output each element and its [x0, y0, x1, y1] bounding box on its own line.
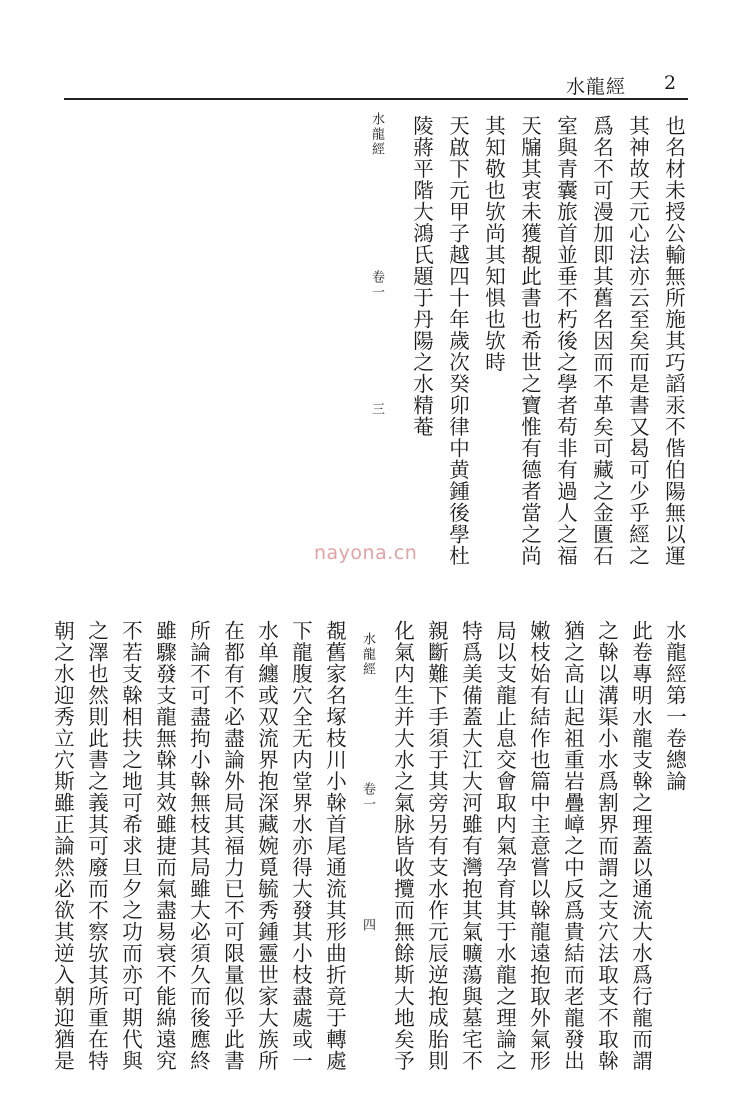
margin-title: 水龍經 [369, 112, 384, 157]
text-column: 化氣内生并大水之氣脉皆收攬而無餘斯大地矣予 [390, 620, 415, 1072]
text-column: 室與青囊旅首並垂不朽後之學者苟非有過人之福 [553, 115, 578, 567]
text-column: 不若支榦相扶之地可希求旦夕之功而亦可期代與 [118, 620, 143, 1072]
text-column: 水单纏或双流界抱深藏婉覓毓秀鍾靈世家大族所 [254, 620, 279, 1072]
chapter-heading: 水龍經第一卷總論 [662, 620, 687, 792]
text-column: 所論不可盡拘小榦無枝其局雖大必須久而後應終 [186, 620, 211, 1072]
text-column: 猶之高山起祖重岩疊嶂之中反爲貴結而老龍發出 [560, 620, 585, 1072]
page-number: 2 [664, 72, 677, 94]
text-column: 嫩枝始有結作也篇中主意嘗以榦龍遠抱取外氣形 [526, 620, 551, 1072]
text-column: 之榦以溝渠小水爲割界而謂之支穴法取支不取榦 [594, 620, 619, 1072]
margin-page: 四 [360, 918, 375, 933]
text-column: 天牖其衷未獲覩此書也希世之寶惟有德者當之尚 [517, 115, 542, 567]
text-column: 在都有不必盡論外局其福力已不可限量似乎此書 [220, 620, 245, 1072]
text-column: 其知敬也欤尚其知惧也欤時 [481, 115, 506, 373]
text-column: 陵蔣平階大鴻氏題于丹陽之水精菴 [409, 115, 434, 438]
text-column: 也名材未授公輸無所施其巧謟汞不偕伯陽無以運 [661, 115, 686, 567]
text-column: 其神故天元心法亦云至矣而是書又曷可少乎經之 [625, 115, 650, 567]
watermark: nayona.cn [314, 542, 418, 564]
margin-volume: 卷一 [360, 782, 375, 812]
text-column: 天啟下元甲子越四十年歲次癸卯律中黄鍾後學杜 [445, 115, 470, 567]
text-column: 此卷專明水龍支榦之理蓋以通流大水爲行龍而謂 [628, 620, 653, 1072]
text-column: 局以支龍止息交會取内氣孕育其于水龍之理論之 [492, 620, 517, 1072]
text-column: 朝之水迎秀立穴斯雖正論然必欲其逆入朝迎猶是 [50, 620, 75, 1072]
margin-volume: 卷一 [369, 270, 384, 300]
text-column: 親斷難下手須于其旁另有支水作元辰逆抱成胎則 [424, 620, 449, 1072]
header-rule [64, 98, 688, 100]
text-column: 之澤也然則此書之義其可廢而不察欤其所重在特 [84, 620, 109, 1072]
text-column: 下龍腹穴全无内堂界水亦得大發其小枝盡處或一 [288, 620, 313, 1072]
text-column: 雖驟發支龍無榦其效雖捷而氣盡易衰不能綿遠究 [152, 620, 177, 1072]
text-column: 爲名不可漫加即其舊名因而不革矣可藏之金匱石 [589, 115, 614, 567]
margin-title: 水龍經 [360, 632, 375, 677]
text-column: 覩舊家名塚枝川小榦首尾通流其形曲折竟于轉處 [322, 620, 347, 1072]
header-title: 水龍經 [566, 76, 627, 98]
text-column: 特爲美備蓋大江大河雖有灣抱其氣曠蕩與墓宅不 [458, 620, 483, 1072]
margin-page: 三 [369, 402, 384, 417]
